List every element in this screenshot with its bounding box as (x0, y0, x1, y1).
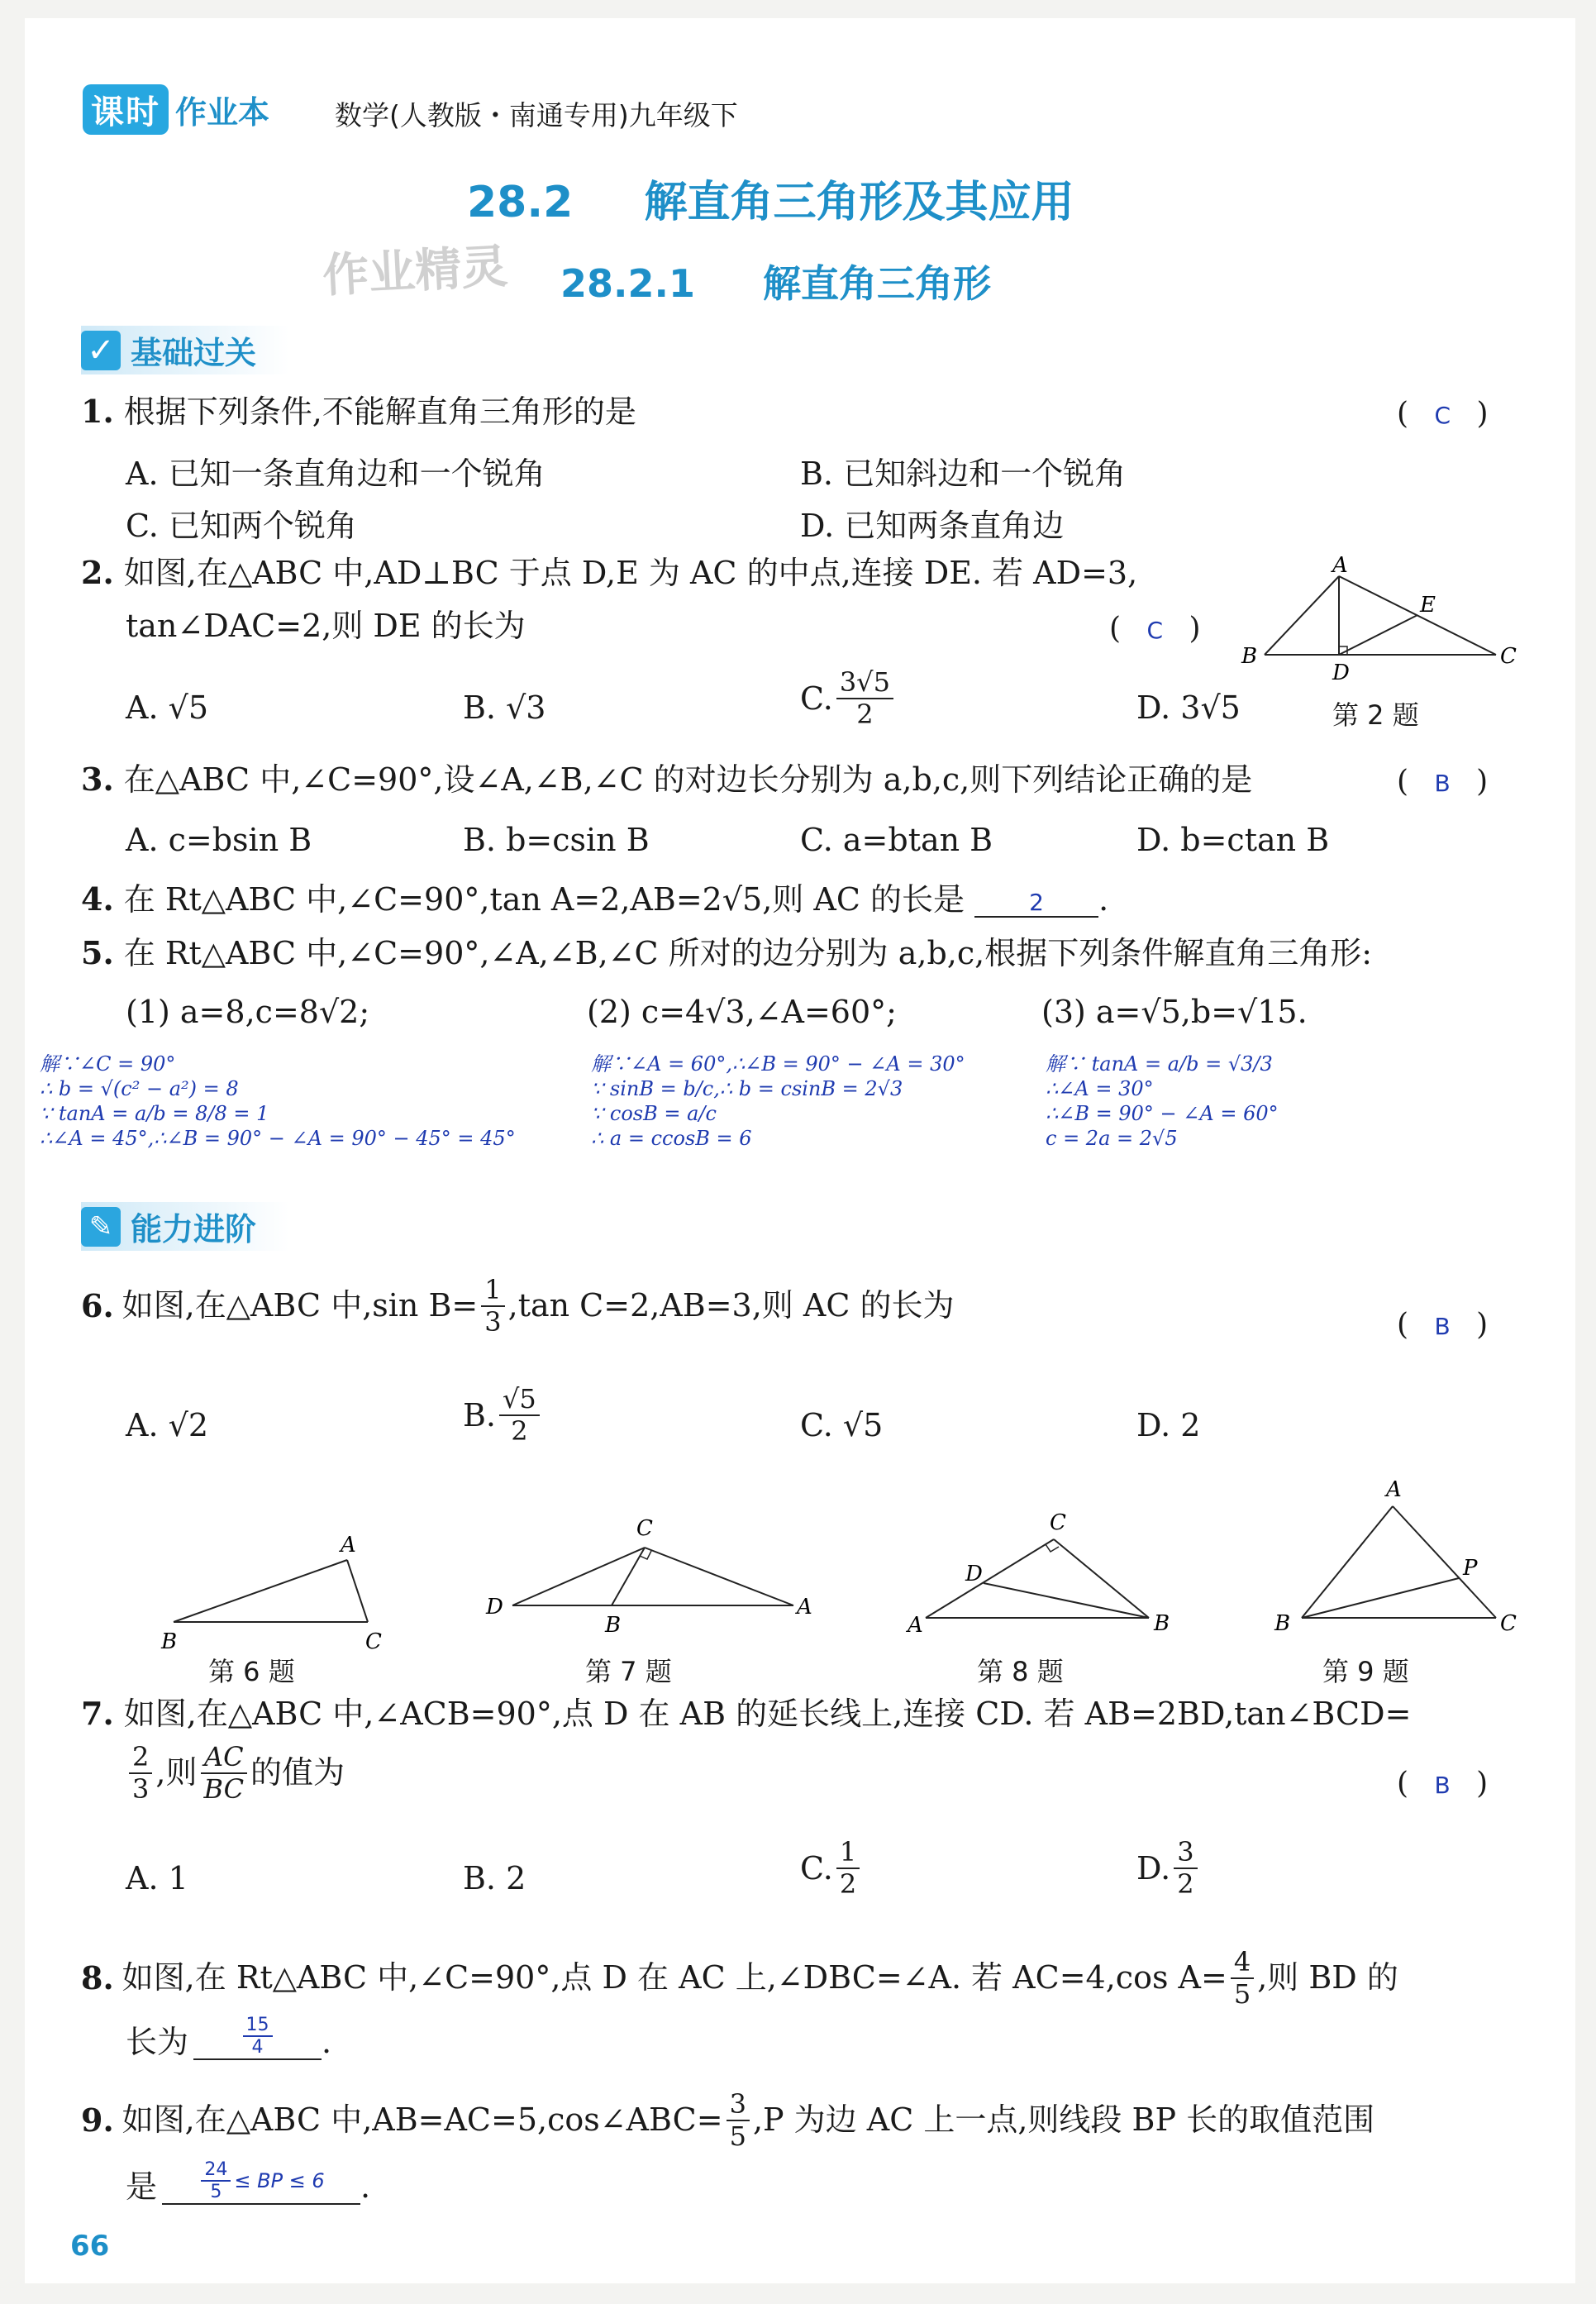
svg-text:D: D (1332, 661, 1350, 685)
figure-8-caption: 第 8 题 (977, 1656, 1064, 1687)
q7-option-c: C. $\frac{1}{2}$ (800, 1837, 863, 1900)
svg-text:A: A (341, 1533, 356, 1557)
q7-option-b: B. 2 (463, 1860, 526, 1896)
q3-option-c: C. a=btan B (800, 822, 993, 858)
q5-part-1: (1) a=8,c=8√2; (126, 994, 370, 1030)
svg-text:C: C (636, 1516, 653, 1541)
q1: 1. 根据下列条件,不能解直角三角形的是 (81, 393, 636, 430)
q2-option-b: B. √3 (463, 689, 546, 726)
q7-option-d: D. $\frac{3}{2}$ (1136, 1837, 1201, 1900)
header-logo (83, 86, 269, 132)
figure-7-caption: 第 7 题 (585, 1656, 672, 1687)
q6-option-c: C. √5 (800, 1407, 884, 1443)
watermark: 作业精灵 (321, 240, 509, 303)
q3-option-d: D. b=ctan B (1136, 822, 1330, 858)
q2-answer-bracket: ( C ) (1109, 612, 1201, 646)
q6-option-b: B. $\frac{√5}{2}$ (463, 1384, 543, 1447)
q5-part-3: (3) a=√5,b=√15. (1041, 994, 1308, 1030)
q2-line1: 2. 如图,在△ABC 中,AD⊥BC 于点 D,E 为 AC 的中点,连接 DE. 若 AD=3, (81, 554, 1138, 591)
svg-text:P: P (1463, 1556, 1478, 1581)
figure-8 (893, 1490, 1223, 1655)
q2-option-d: D. 3√5 (1136, 689, 1241, 726)
svg-text:B: B (1154, 1611, 1170, 1636)
q1-answer-bracket: ( C ) (1397, 397, 1489, 431)
q3-option-b: B. b=csin B (463, 822, 650, 858)
figure-7 (471, 1498, 827, 1655)
q5-solution-1: 解∵∠C = 90° ∴ b = √(c² − a²) = 8 ∵ tanA = a/b = 8/8 = 1 ∴∠A = 45°,∴∠B = 90° − ∠A = 90° − 45° = 45° (40, 1052, 516, 1150)
svg-text:C: C (365, 1629, 382, 1654)
q8-line2: 长为 $\frac{15}{4}$ . (126, 2015, 332, 2060)
page-number: 66 (70, 2230, 110, 2263)
q7-line2: $\frac{2}{3}$ ,则 $\frac{AC}{BC}$ 的值为 (126, 1742, 345, 1805)
svg-text:A: A (908, 1613, 923, 1638)
svg-text:A: A (1332, 556, 1348, 578)
q6-option-a: A. √2 (126, 1407, 208, 1443)
brand-sub: 作业本 (175, 93, 270, 131)
svg-text:B: B (1274, 1611, 1291, 1636)
q5-part-2: (2) c=4√3,∠A=60°; (587, 994, 897, 1030)
figure-6 (132, 1515, 405, 1659)
section-basic: ✓ 基础过关 (81, 326, 289, 374)
q2-option-c: C. $\frac{3√5}{2}$ (800, 667, 897, 730)
q5: 5. 在 Rt△ABC 中,∠C=90°,∠A,∠B,∠C 所对的边分别为 a,b,c,根据下列条件解直角三角形: (81, 934, 1373, 971)
q7-answer-bracket: ( B ) (1397, 1767, 1489, 1801)
svg-text:C: C (1050, 1510, 1066, 1535)
brand-badge: 课时 (83, 84, 169, 135)
subsection-title: 28.2.1 解直角三角形 (560, 261, 992, 306)
q9-line2: 是 $\frac{24}{5}$ ≤ BP ≤ 6 . (126, 2159, 371, 2205)
q2-line2: tan∠DAC=2,则 DE 的长为 (126, 608, 526, 644)
header-subject: 数学(人教版・南通专用)九年级下 (335, 99, 738, 131)
q1-option-a: A. 已知一条直角边和一个锐角 (126, 456, 545, 492)
figure-9 (1256, 1465, 1554, 1655)
q7-option-a: A. 1 (126, 1860, 188, 1896)
svg-text:E: E (1420, 593, 1436, 618)
pencil-icon: ✎ (81, 1207, 121, 1247)
q6: 6. 如图,在△ABC 中,sin B= $\frac{1}{3}$ ,tan C=2,AB=3,则 AC 的长为 (81, 1274, 955, 1338)
svg-text:C: C (1500, 644, 1517, 669)
q5-solution-2: 解∵∠A = 60°,∴∠B = 90° − ∠A = 30° ∵ sinB = b/c,∴ b = csinB = 2√3 ∵ cosB = a/c ∴ a = ccosB = 6 (591, 1052, 965, 1150)
svg-text:A: A (1386, 1477, 1402, 1502)
q1-option-b: B. 已知斜边和一个锐角 (800, 456, 1127, 492)
q2-option-a: A. √5 (126, 689, 208, 726)
q6-answer-bracket: ( B ) (1397, 1308, 1489, 1342)
q8-line1: 8. 如图,在 Rt△ABC 中,∠C=90°,点 D 在 AC 上,∠DBC=∠A. 若 AC=4,cos A= $\frac{4}{5}$ ,则 BD 的 (81, 1946, 1398, 2010)
q7-line1: 7. 如图,在△ABC 中,∠ACB=90°,点 D 在 AB 的延长线上,连接 CD. 若 AB=2BD,tan∠BCD= (81, 1695, 1412, 1732)
svg-text:B: B (1241, 644, 1258, 669)
svg-text:A: A (797, 1595, 812, 1619)
q4: 4. 在 Rt△ABC 中,∠C=90°,tan A=2,AB=2√5,则 AC 的长是 2 . (81, 880, 1109, 918)
q1-option-d: D. 已知两条直角边 (800, 508, 1065, 544)
svg-text:D: D (486, 1595, 503, 1619)
q3-answer-bracket: ( B ) (1397, 765, 1489, 799)
figure-9-caption: 第 9 题 (1322, 1656, 1409, 1687)
section-advanced: ✎ 能力进阶 (81, 1202, 289, 1251)
svg-text:C: C (1500, 1611, 1517, 1636)
page (25, 18, 1575, 2283)
q5-solution-3: 解∵ tanA = a/b = √3/3 ∴∠A = 30° ∴∠B = 90° − ∠A = 60° c = 2a = 2√5 (1046, 1052, 1279, 1150)
svg-text:D: D (965, 1562, 983, 1586)
q3-option-a: A. c=bsin B (126, 822, 312, 858)
figure-6-caption: 第 6 题 (208, 1656, 295, 1687)
svg-text:B: B (605, 1613, 622, 1638)
section-title: 28.2 解直角三角形及其应用 (467, 178, 1074, 227)
figure-2 (1232, 556, 1529, 704)
checkbox-icon: ✓ (81, 331, 121, 370)
svg-text:B: B (161, 1629, 178, 1654)
q9-line1: 9. 如图,在△ABC 中,AB=AC=5,cos∠ABC= $\frac{3}{5}$ ,P 为边 AC 上一点,则线段 BP 长的取值范围 (81, 2088, 1375, 2152)
q6-option-d: D. 2 (1136, 1407, 1201, 1443)
figure-2-caption: 第 2 题 (1332, 699, 1419, 731)
q1-option-c: C. 已知两个锐角 (126, 508, 357, 544)
q3: 3. 在△ABC 中,∠C=90°,设∠A,∠B,∠C 的对边长分别为 a,b,c,则下列结论正确的是 (81, 761, 1253, 798)
